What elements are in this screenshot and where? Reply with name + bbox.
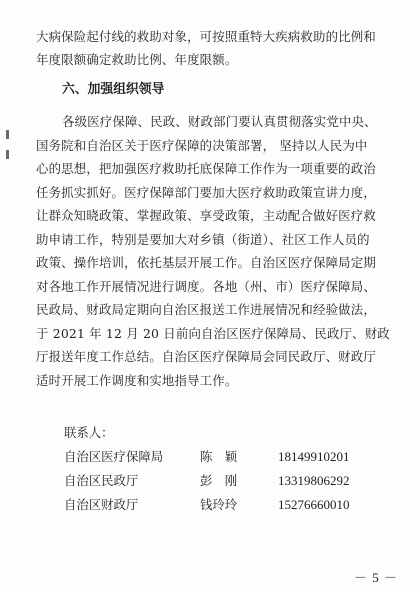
paragraph-line: 民政局、财政局定期向自治区报送工作进展情况和经验做法， [36, 302, 376, 317]
paragraph-line: 政策、操作培训，依托基层开展工作。自治区医疗保障局定期 [36, 255, 376, 270]
binding-mark [6, 130, 9, 139]
binding-mark [6, 150, 9, 159]
paragraph-line: 让群众知晓政策、掌握政策、享受政策，主动配合做好医疗救 [36, 208, 376, 223]
paragraph-line: 对各地工作开展情况进行调度。各地（州、市）医疗保障局、 [36, 279, 376, 294]
contact-person: 钱玲玲 [200, 497, 238, 512]
contact-person: 陈 颖 [200, 449, 238, 464]
paragraph-line: 心的思想，把加强医疗救助托底保障工作作为一项重要的政治 [36, 161, 376, 176]
page-number: － 5 － [353, 570, 398, 585]
paragraph-line: 助申请工作，特别是要加大对乡镇（街道）、社区工作人员的 [36, 232, 370, 247]
contact-person: 彭 刚 [200, 473, 238, 488]
contact-org: 自治区医疗保障局 [64, 449, 164, 464]
paragraph-line: 各级医疗保障、民政、财政部门要认真贯彻落实党中央、 [62, 114, 377, 129]
paragraph-line: 任务抓实抓好。医疗保障部门要加大医疗救助政策宣讲力度， [36, 185, 376, 200]
section-heading: 六、加强组织领导 [62, 82, 165, 97]
paragraph-line: 适时开展工作调度和实地指导工作。 [36, 373, 238, 388]
contact-phone: 15276660010 [278, 497, 350, 512]
contact-phone: 18149910201 [278, 449, 350, 464]
intro-line: 年度限额确定救助比例、年度限额。 [36, 52, 238, 67]
contact-row [64, 449, 384, 465]
contact-row [64, 497, 384, 513]
contact-phone: 13319806292 [278, 473, 350, 488]
contact-org: 自治区民政厅 [64, 473, 139, 488]
paragraph-line: 厅报送年度工作总结。自治区医疗保障局会同民政厅、财政厅 [36, 349, 376, 364]
contact-org: 自治区财政厅 [64, 497, 139, 512]
paragraph-line: 于 2021 年 12 月 20 日前向自治区医疗保障局、民政厅、财政 [36, 326, 390, 341]
paragraph-line: 国务院和自治区关于医疗保障的决策部署， 坚持以人民为中 [36, 138, 368, 153]
intro-line: 大病保险起付线的救助对象，可按照重特大疾病救助的比例和 [36, 29, 376, 44]
contacts-label: 联系人： [64, 425, 114, 440]
contact-row [64, 473, 384, 489]
